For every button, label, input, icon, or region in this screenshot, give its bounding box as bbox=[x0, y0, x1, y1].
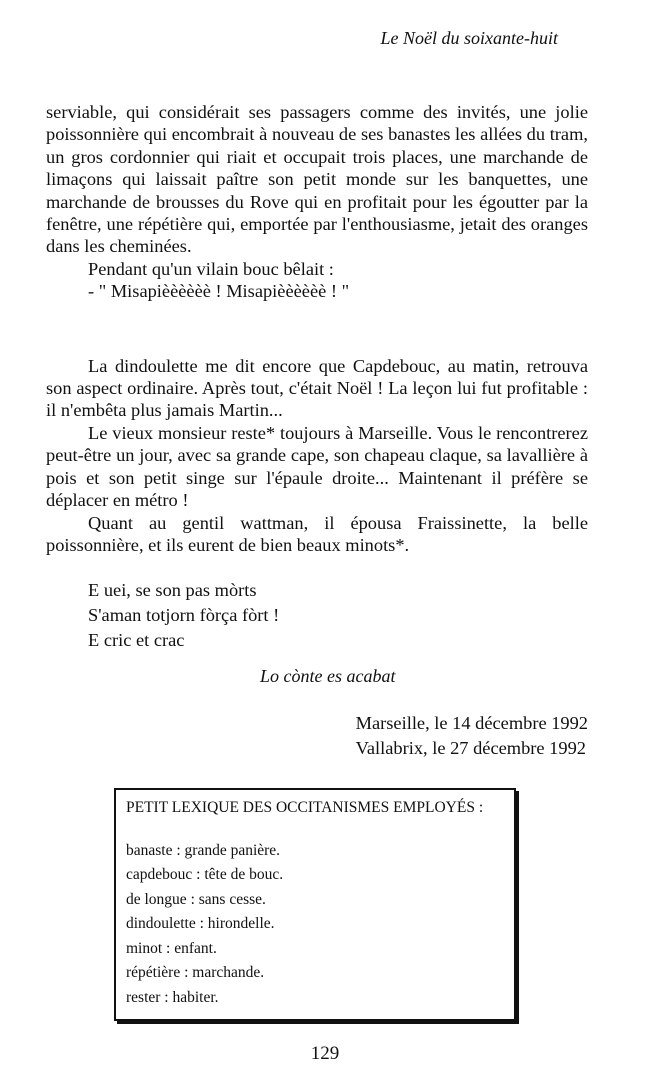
paragraph-6: Quant au gentil wattman, il épousa Fraissinette, la belle poissonnière, et ils eurent de bien beaux minots*. bbox=[46, 512, 588, 555]
date-marseille: Marseille, le 14 décembre 1992 bbox=[355, 713, 588, 733]
page-number: 129 bbox=[310, 1043, 340, 1064]
lexicon-entry: minot : enfant. bbox=[126, 939, 217, 957]
paragraph-3: - " Misapièèèèèè ! Misapièèèèèè ! " bbox=[88, 281, 350, 302]
lexicon-entry: banaste : grande panière. bbox=[126, 841, 281, 859]
paragraph-1: serviable, qui considérait ses passagers comme des invités, une jolie poissonnière qui encombrait à nouveau de ses banastes les allées du tram, un gros cordonnier qui riait et occupait trois places, une marchande de limaçons qui laissait paître son petit monde sur les banquettes, une marchande de brousses du Rove qui en profitait pour les égoutter par la fenêtre, une répétière qui, emportée par l'enthousiasme, jetait des oranges dans les cheminées. bbox=[46, 102, 588, 257]
lexicon-box bbox=[114, 788, 516, 1021]
paragraph-4: La dindoulette me dit encore que Capdebouc, au matin, retrouva son aspect ordinaire. Après tout, c'était Noël ! La leçon lui fut profitable : il n'embêta plus jamais Martin... bbox=[46, 355, 588, 421]
body-text bbox=[46, 101, 588, 653]
lexicon-entry: dindoulette : hirondelle. bbox=[126, 915, 275, 932]
lexicon-entry: capdebouc : tête de bouc. bbox=[126, 866, 284, 883]
poem-line-3: E cric et crac bbox=[88, 630, 185, 651]
lexicon-title: PETIT LEXIQUE DES OCCITANISMES EMPLOYÉS : bbox=[126, 799, 484, 816]
lexicon-entry: répétière : marchande. bbox=[126, 964, 265, 981]
running-header: Le Noël du soixante-huit bbox=[380, 28, 558, 48]
poem bbox=[46, 578, 588, 653]
lexicon-entry: de longue : sans cesse. bbox=[126, 890, 266, 908]
poem-line-2: S'aman totjorn fòrça fòrt ! bbox=[88, 605, 280, 626]
dateline bbox=[356, 711, 588, 761]
section-gap bbox=[46, 303, 588, 355]
date-vallabrix: Vallabrix, le 27 décembre 1992 bbox=[355, 738, 586, 758]
poem-line-1: E uei, se son pas mòrts bbox=[88, 580, 257, 601]
lexicon-entry: rester : habiter. bbox=[126, 988, 219, 1006]
paragraph-5: Le vieux monsieur reste* toujours à Marseille. Vous le rencontrerez peut-être un jour, avec sa grande cape, son chapeau claque, sa lavallière à pois et son petit singe sur l'épaule droite... Maintenant il préfère se déplacer en métro ! bbox=[46, 422, 588, 511]
closing-line: Lo cònte es acabat bbox=[260, 666, 396, 686]
paragraph-2: Pendant qu'un vilain bouc bêlait : bbox=[88, 258, 334, 279]
